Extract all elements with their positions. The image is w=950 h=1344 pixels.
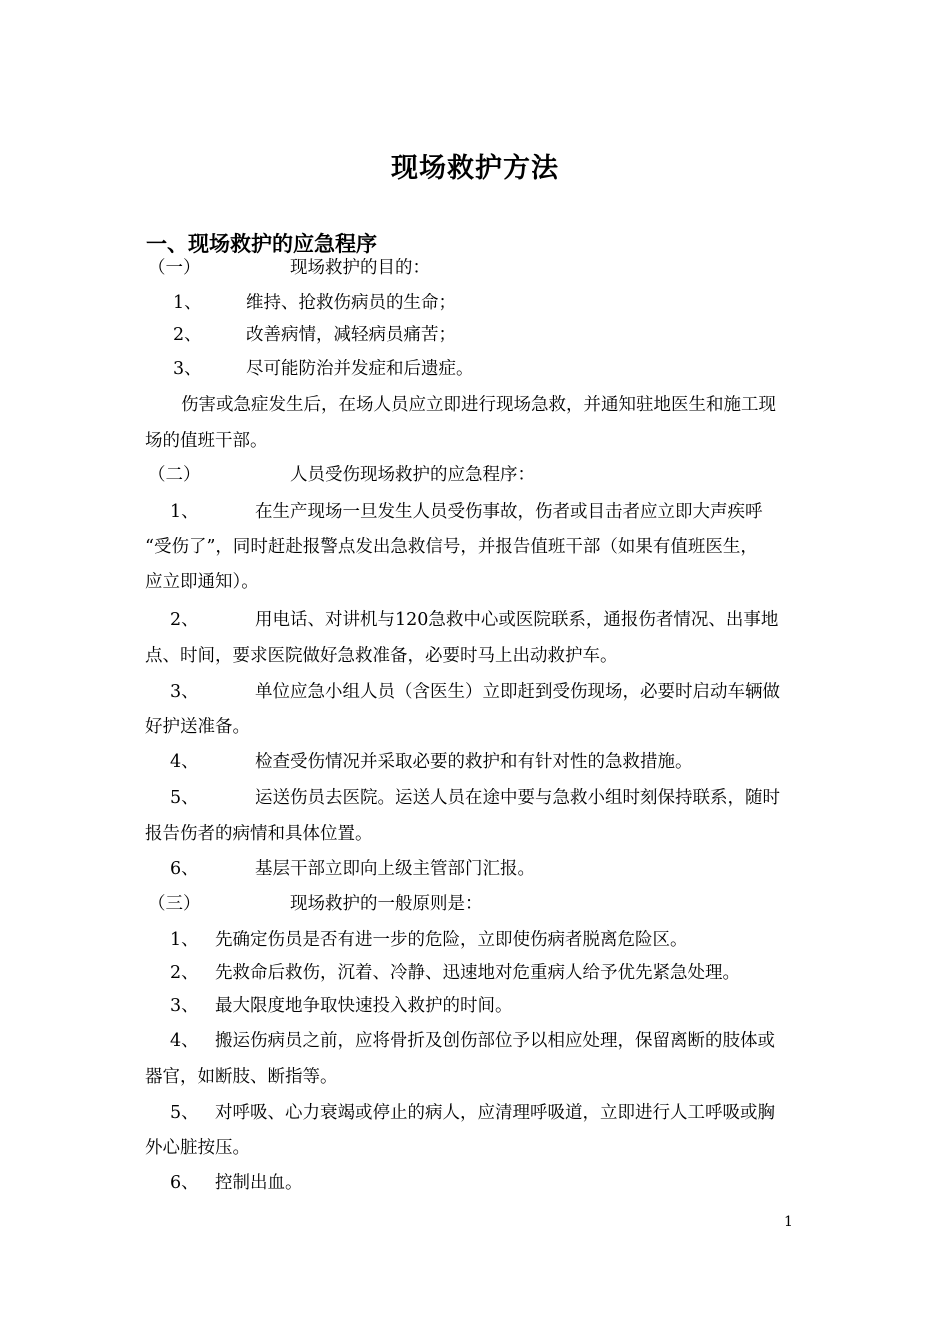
page-number: 1 (784, 1214, 793, 1230)
list-number: 2、 (170, 610, 199, 630)
list-item-cont: “受伤了”，同时赶赴报警点发出急救信号，并报告值班干部（如果有值班医生， (145, 537, 758, 557)
list-item-cont: 应立即通知）。 (145, 572, 259, 592)
list-number: 4、 (170, 752, 199, 772)
list-item-cont: 好护送准备。 (145, 717, 250, 737)
list-item: 维持、抢救伤病员的生命； (246, 293, 456, 313)
list-number: 5、 (170, 1103, 199, 1123)
list-item: 在生产现场一旦发生人员受伤事故，伤者或目击者应立即大声疾呼 (255, 502, 763, 522)
list-item: 单位应急小组人员（含医生）立即赶到受伤现场，必要时启动车辆做 (255, 682, 780, 702)
paragraph-line: 伤害或急症发生后，在场人员应立即进行现场急救，并通知驻地医生和施工现 (181, 395, 776, 415)
list-item: 检查受伤情况并采取必要的救护和有针对性的急救措施。 (255, 752, 693, 772)
list-item: 搬运伤病员之前，应将骨折及创伤部位予以相应处理，保留离断的肢体或 (215, 1031, 775, 1051)
section-heading: 一、现场救护的应急程序 (146, 231, 377, 256)
list-number: 6、 (170, 1173, 199, 1193)
list-number: 3、 (170, 996, 199, 1016)
list-item: 运送伤员去医院。运送人员在途中要与急救小组时刻保持联系，随时 (255, 788, 780, 808)
subsection-label: （三） (148, 894, 201, 914)
list-item: 最大限度地争取快速投入救护的时间。 (215, 996, 513, 1016)
list-number: 5、 (170, 788, 199, 808)
list-item: 基层干部立即向上级主管部门汇报。 (255, 859, 535, 879)
subsection-title: 人员受伤现场救护的应急程序： (290, 465, 535, 485)
list-item: 用电话、对讲机与120急救中心或医院联系，通报伤者情况、出事地 (255, 610, 779, 630)
list-item: 尽可能防治并发症和后遗症。 (246, 359, 474, 379)
subsection-label: （二） (148, 465, 201, 485)
list-item: 改善病情，减轻病员痛苦； (246, 325, 456, 345)
list-number: 2、 (170, 963, 199, 983)
list-number: 1、 (170, 502, 199, 522)
list-number: 3、 (173, 359, 202, 379)
list-item: 先救命后救伤，沉着、冷静、迅速地对危重病人给予优先紧急处理。 (215, 963, 740, 983)
list-number: 2、 (173, 325, 202, 345)
list-item-cont: 外心脏按压。 (145, 1138, 250, 1158)
subsection-label: （一） (148, 258, 201, 278)
list-item-cont: 报告伤者的病情和具体位置。 (145, 824, 373, 844)
list-number: 6、 (170, 859, 199, 879)
list-item: 先确定伤员是否有进一步的危险，立即使伤病者脱离危险区。 (215, 930, 688, 950)
page-title: 现场救护方法 (391, 153, 559, 184)
subsection-title: 现场救护的目的： (290, 258, 430, 278)
list-item: 对呼吸、心力衰竭或停止的病人，应清理呼吸道，立即进行人工呼吸或胸 (215, 1103, 775, 1123)
subsection-title: 现场救护的一般原则是： (290, 894, 483, 914)
list-number: 1、 (173, 293, 202, 313)
list-number: 1、 (170, 930, 199, 950)
paragraph-line: 场的值班干部。 (145, 431, 268, 451)
list-item-cont: 器官，如断肢、断指等。 (145, 1067, 338, 1087)
list-number: 3、 (170, 682, 199, 702)
list-item-cont: 点、时间，要求医院做好急救准备，必要时马上出动救护车。 (145, 646, 618, 666)
list-number: 4、 (170, 1031, 199, 1051)
list-item: 控制出血。 (215, 1173, 303, 1193)
